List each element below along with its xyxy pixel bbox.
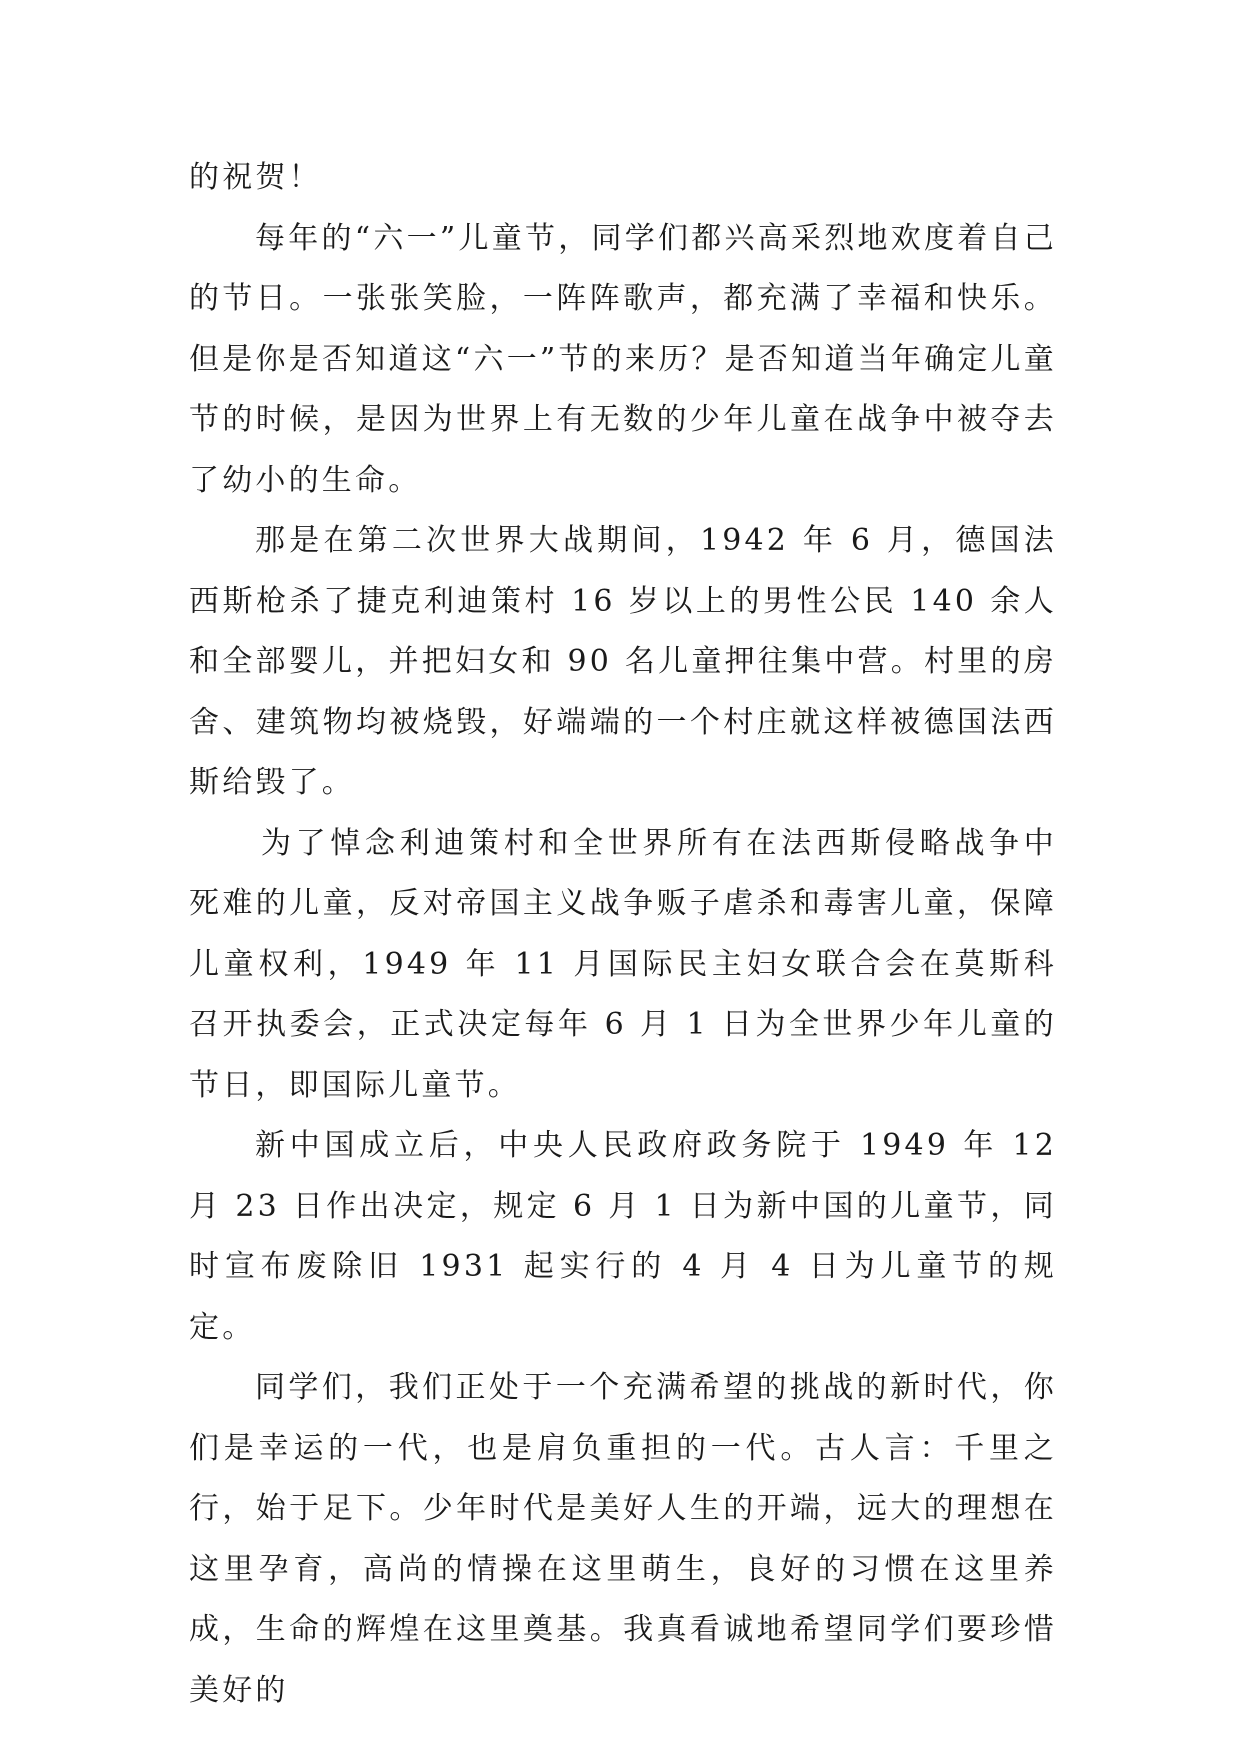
paragraph-address-to-students: 同学们，我们正处于一个充满希望的挑战的新时代，你们是幸运的一代，也是肩负重担的一代。古人言：千里之行，始于足下。少年时代是美好人生的开端，远大的理想在这里孕育，高尚的情操在这里萌生，良好的习惯在这里养成，生命的辉煌在这里奠基。我真看诚地希望同学们要珍惜美好的 <box>189 1370 1057 1708</box>
paragraph-new-china-decision: 新中国成立后，中央人民政府政务院于 1949 年 12 月 23 日作出决定，规定 6 月 1 日为新中国的儿童节，同时宣布废除旧 1931 起实行的 4 月 4 日为儿童节的规定。 <box>189 1128 1057 1345</box>
paragraph-lidice-history: 那是在第二次世界大战期间，1942 年 6 月，德国法西斯枪杀了捷克利迪策村 16 岁以上的男性公民 140 余人和全部婴儿，并把妇女和 90 名儿童押往集中营。村里的房舍、建筑物均被烧毁，好端端的一个村庄就这样被德国法西斯给毁了。 <box>189 523 1057 800</box>
document-body <box>189 148 1057 1721</box>
paragraph-childrens-day-intro: 每年的“六一”儿童节，同学们都兴高采烈地欢度着自己的节日。一张张笑脸，一阵阵歌声，都充满了幸福和快乐。但是你是否知道这“六一”节的来历？是否知道当年确定儿童节的时候，是因为世界上有无数的少年儿童在战争中被夺去了幼小的生命。 <box>189 220 1057 498</box>
paragraph-international-childrens-day: 为了悼念利迪策村和全世界所有在法西斯侵略战争中死难的儿童，反对帝国主义战争贩子虐杀和毒害儿童，保障儿童权利，1949 年 11 月国际民主妇女联合会在莫斯科召开执委会，正式决定每年 6 月 1 日为全世界少年儿童的节日，即国际儿童节。 <box>189 825 1057 1103</box>
paragraph-continuation: 的祝贺！ <box>189 160 322 195</box>
